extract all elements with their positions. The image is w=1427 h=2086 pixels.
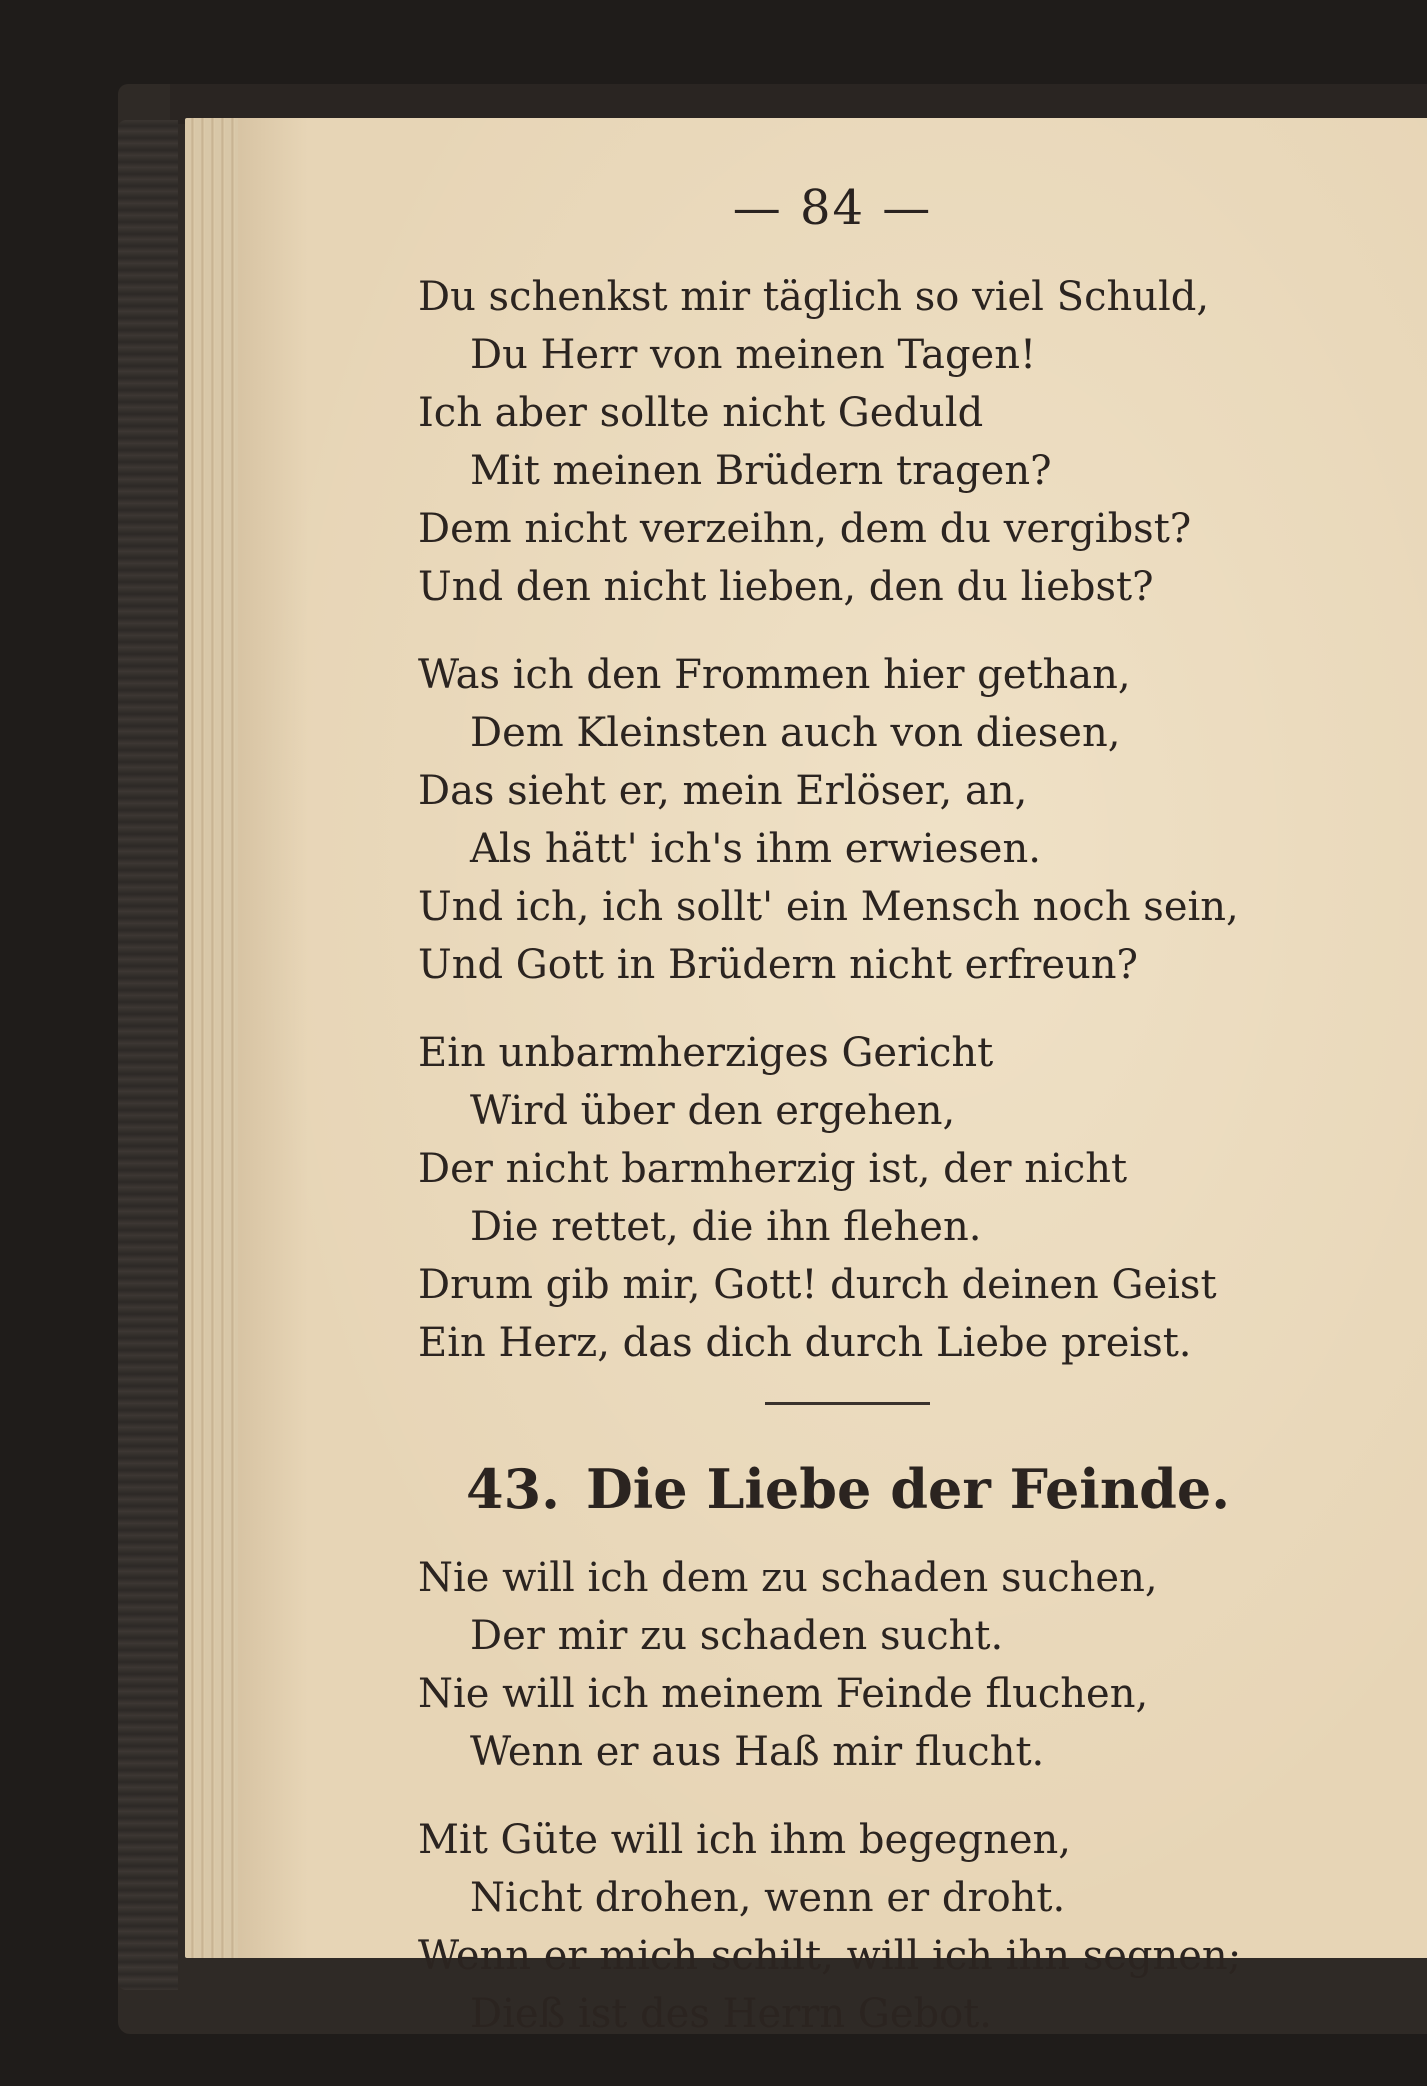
poem-line: Was ich den Frommen hier gethan,	[418, 652, 1131, 698]
poem-line: Ein Herz, das dich durch Liebe preist.	[418, 1320, 1192, 1366]
poem-line: Und Gott in Brüdern nicht erfreun?	[418, 942, 1138, 988]
book-spine	[118, 120, 178, 1990]
poem-line: Wenn er mich schilt, will ich ihn segnen;	[418, 1933, 1242, 1979]
poem-line: Du schenkst mir täglich so viel Schuld,	[418, 274, 1210, 320]
stanza-1	[418, 268, 1418, 616]
poem-line: Als hätt' ich's ihm erwiesen.	[470, 826, 1041, 872]
poem-line: Nicht drohen, wenn er droht.	[470, 1875, 1066, 1921]
section-number: 43.	[466, 1457, 560, 1521]
stanza-2	[418, 646, 1418, 994]
section-title: Die Liebe der Feinde.	[585, 1457, 1230, 1521]
stanza-4	[418, 1549, 1418, 1781]
poem-line: Mit Güte will ich ihm begegnen,	[418, 1817, 1071, 1863]
poem-line: Nie will ich meinem Feinde fluchen,	[418, 1671, 1149, 1717]
poem-line: Dem nicht verzeihn, dem du vergibst?	[418, 506, 1192, 552]
poem-line: Wird über den ergehen,	[470, 1088, 956, 1134]
section-heading	[466, 1453, 1418, 1525]
poem-line: Dieß ist des Herrn Gebot.	[470, 1991, 992, 2037]
stanza-5	[418, 1811, 1418, 2043]
poem-line: Drum gib mir, Gott! durch deinen Geist	[418, 1262, 1217, 1308]
section-divider	[765, 1402, 930, 1405]
book-page	[238, 118, 1427, 2037]
poem-line: Du Herr von meinen Tagen!	[470, 332, 1037, 378]
stanza-3	[418, 1024, 1418, 1372]
poem-line: Der mir zu schaden sucht.	[470, 1613, 1004, 1659]
poem-line: Der nicht barmherzig ist, der nicht	[418, 1146, 1128, 1192]
poem-line: Nie will ich dem zu schaden suchen,	[418, 1555, 1158, 1601]
poem-line: Wenn er aus Haß mir flucht.	[470, 1729, 1045, 1775]
poem-line: Die rettet, die ihn flehen.	[470, 1204, 982, 1250]
poem-line: Das sieht er, mein Erlöser, an,	[418, 768, 1028, 814]
poem-line: Ein unbarmherziges Gericht	[418, 1030, 994, 1076]
page-text	[418, 268, 1418, 2073]
poem-line: Mit meinen Brüdern tragen?	[470, 448, 1052, 494]
page-number: — 84 —	[732, 180, 933, 236]
poem-line: Und den nicht lieben, den du liebst?	[418, 564, 1154, 610]
poem-line: Dem Kleinsten auch von diesen,	[470, 710, 1121, 756]
poem-line: Ich aber sollte nicht Geduld	[418, 390, 984, 436]
poem-line: Und ich, ich sollt' ein Mensch noch sein,	[418, 884, 1239, 930]
